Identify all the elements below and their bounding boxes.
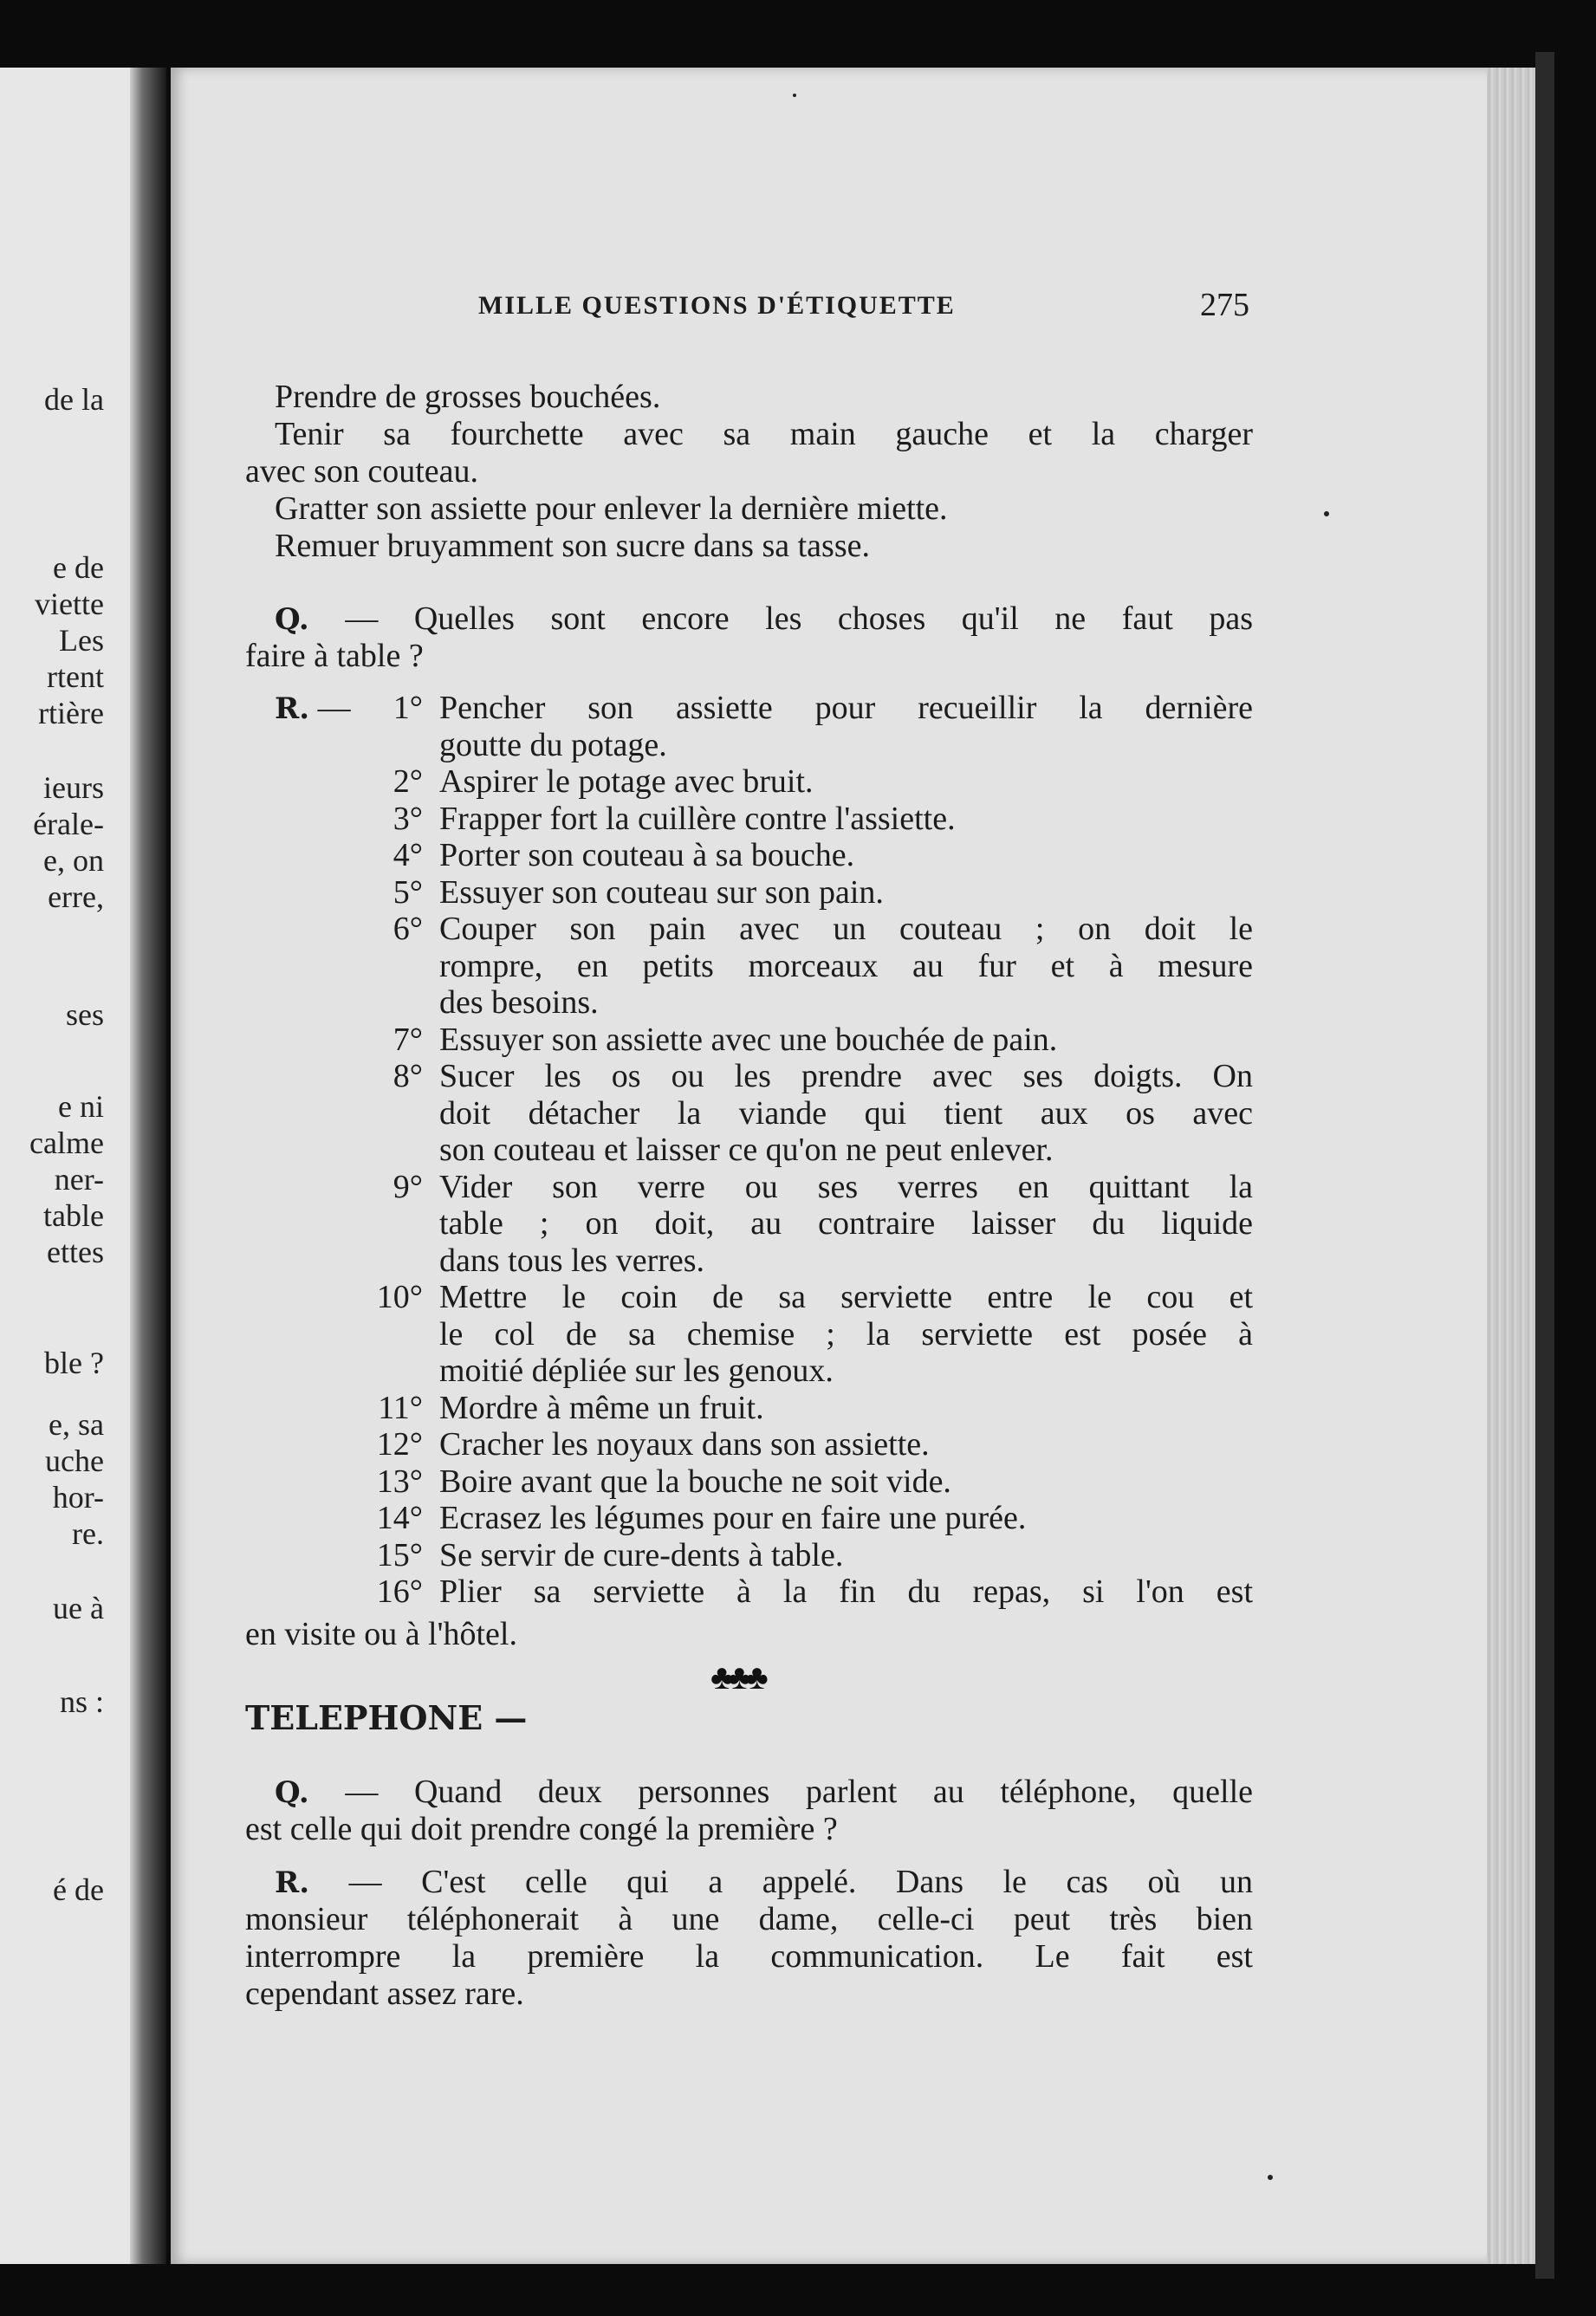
running-header: MILLE QUESTIONS D'ÉTIQUETTE <box>478 291 956 320</box>
item-text-line: des besoins. <box>439 984 599 1021</box>
page-stack-edge <box>1487 68 1537 2264</box>
item-text-line: le col de sa chemise ; la serviette est posée à <box>439 1315 1253 1353</box>
question-tag: Q. <box>275 1775 309 1810</box>
item-text-line: Mettre le coin de sa serviette entre le cou et <box>439 1279 1253 1315</box>
left-page-fragment: re. <box>72 1516 104 1551</box>
question-text: — Quelles sont encore les choses qu'il ne faut pas <box>345 600 1253 637</box>
print-speck <box>793 94 796 97</box>
text-line: Gratter son assiette pour enlever la dernière miette. <box>275 490 948 527</box>
left-page-fragment: e, on <box>43 843 104 878</box>
left-page-fragment: Les <box>59 623 104 658</box>
left-page-fragment: é de <box>53 1872 104 1907</box>
item-text-line: dans tous les verres. <box>439 1242 705 1279</box>
book-gutter <box>130 68 166 2264</box>
item-number: 16° <box>376 1573 423 1610</box>
item-text-line: Mordre à même un fruit. <box>439 1389 764 1426</box>
answer-line: interrompre la première la communication. Le fait est <box>245 1938 1253 1975</box>
left-page-fragment: erre, <box>48 879 104 914</box>
text-line: avec son couteau. <box>245 453 479 490</box>
left-page-fragment: uche <box>45 1443 104 1478</box>
text-line: en visite ou à l'hôtel. <box>245 1616 517 1652</box>
answer-tag: R. <box>275 691 310 726</box>
answer-marker <box>275 689 351 728</box>
print-speck <box>1324 511 1329 516</box>
item-text-line: Aspirer le potage avec bruit. <box>439 763 814 800</box>
item-text-line: Vider son verre ou ses verres en quittant la <box>439 1168 1253 1205</box>
item-number: 14° <box>376 1500 423 1536</box>
item-number: 12° <box>376 1426 423 1463</box>
print-speck <box>1268 2175 1273 2180</box>
item-number: 13° <box>376 1463 423 1500</box>
answer-tag: R. <box>275 1865 310 1900</box>
item-text-line: doit détacher la viande qui tient aux os avec <box>439 1094 1253 1132</box>
question-line: est celle qui doit prendre congé la première ? <box>245 1811 838 1847</box>
item-text-line: Pencher son assiette pour recueillir la dernière <box>439 690 1253 726</box>
page-number: 275 <box>1200 287 1249 323</box>
left-page-fragment: e de <box>53 550 104 585</box>
item-text-line: rompre, en petits morceaux au fur et à mesure <box>439 947 1253 984</box>
item-text-line: Boire avant que la bouche ne soit vide. <box>439 1463 951 1500</box>
item-text-line: Essuyer son assiette avec une bouchée de pain. <box>439 1021 1058 1058</box>
left-page-fragment: érale- <box>33 807 104 841</box>
item-number: 8° <box>393 1058 423 1094</box>
left-page-fragment: ue à <box>53 1591 104 1625</box>
question-line <box>275 1773 1253 1812</box>
page-edge-shadow <box>1535 52 1554 2279</box>
left-page-fragment: calme <box>29 1126 104 1160</box>
section-ornament: ♣♣♣ <box>710 1658 763 1696</box>
item-text-line: Essuyer son couteau sur son pain. <box>439 873 884 911</box>
item-text-line: Se servir de cure-dents à table. <box>439 1536 844 1573</box>
item-text-line: moitié dépliée sur les genoux. <box>439 1353 834 1389</box>
answer-line <box>275 1863 1253 1902</box>
left-page-fragment: e ni <box>58 1089 104 1124</box>
item-text-line: Porter son couteau à sa bouche. <box>439 837 855 873</box>
item-number: 3° <box>393 800 423 837</box>
item-text-line: son couteau et laisser ce qu'on ne peut enlever. <box>439 1132 1054 1168</box>
item-number: 4° <box>393 837 423 873</box>
item-number: 10° <box>376 1279 423 1315</box>
left-page-fragment: ses <box>66 997 104 1032</box>
item-number: 1° <box>393 690 423 726</box>
item-text-line: table ; on doit, au contraire laisser du liquide <box>439 1205 1253 1242</box>
item-number: 15° <box>376 1536 423 1573</box>
answer-line: cependant assez rare. <box>245 1975 524 2012</box>
item-text-line: goutte du potage. <box>439 726 667 763</box>
left-page-fragment: ns : <box>59 1684 104 1719</box>
item-text-line: Sucer les os ou les prendre avec ses doigts. On <box>439 1058 1253 1094</box>
left-page-fragment: ner- <box>54 1162 104 1197</box>
item-text-line: Plier sa serviette à la fin du repas, si l'on est <box>439 1573 1253 1610</box>
item-number: 5° <box>393 873 423 911</box>
item-number: 9° <box>393 1168 423 1205</box>
text-line: Tenir sa fourchette avec sa main gauche et la charger <box>275 416 1253 452</box>
left-page-fragment: ettes <box>47 1235 104 1269</box>
left-page-fragment: ble ? <box>44 1346 104 1380</box>
left-facing-page <box>0 68 149 2264</box>
question-text: — Quand deux personnes parlent au téléphone, quelle <box>345 1774 1254 1810</box>
item-text-line: Cracher les noyaux dans son assiette. <box>439 1426 930 1463</box>
item-number: 2° <box>393 763 423 800</box>
left-page-fragment: hor- <box>52 1480 104 1515</box>
answer-text: — C'est celle qui a appelé. Dans le cas où un <box>348 1864 1253 1900</box>
answer-dash: — <box>317 690 351 726</box>
text-line: Remuer bruyamment son sucre dans sa tasse. <box>275 528 870 564</box>
left-page-fragment: rtière <box>38 696 104 730</box>
item-number: 7° <box>393 1021 423 1058</box>
left-page-fragment: e, sa <box>49 1407 104 1442</box>
answer-line: monsieur téléphonerait à une dame, celle-ci peut très bien <box>245 1901 1253 1937</box>
item-number: 6° <box>393 911 423 947</box>
left-page-fragment: de la <box>44 382 104 417</box>
question-line <box>275 600 1253 639</box>
left-page-fragment: table <box>43 1198 104 1233</box>
item-number: 11° <box>378 1389 423 1426</box>
left-page-fragment: viette <box>35 587 104 621</box>
item-text-line: Ecrasez les légumes pour en faire une purée. <box>439 1500 1027 1536</box>
left-page-fragment: rtent <box>47 659 104 694</box>
left-page-fragment: ieurs <box>43 770 104 805</box>
section-heading: TELEPHONE — <box>245 1698 528 1737</box>
item-text-line: Frapper fort la cuillère contre l'assiette. <box>439 800 956 837</box>
text-line: Prendre de grosses bouchées. <box>275 379 661 415</box>
item-text-line: Couper son pain avec un couteau ; on doit le <box>439 911 1253 947</box>
question-tag: Q. <box>275 602 309 637</box>
question-line: faire à table ? <box>245 638 424 674</box>
